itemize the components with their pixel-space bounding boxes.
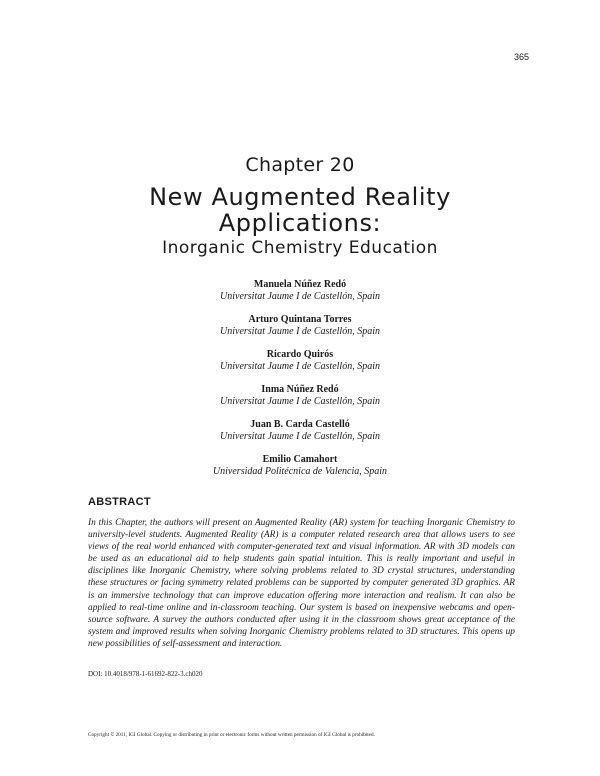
author-affiliation: Universitat Jaume I de Castellón, Spain <box>220 291 380 302</box>
author-affiliation: Universitat Jaume I de Castellón, Spain <box>220 326 380 337</box>
abstract-text: In this Chapter, the authors will present an Augmented Reality (AR) system for teaching Inorganic Chemistry to university-level students. Augmented Reality (AR) is a computer related research area that allows users to see views of the real world enhanced with computer-generated text and visual information. AR with 3D models can be used as an educational aid to help students gain spatial intuition. This is really important and useful in disciplines like Inorganic Chemistry, where solving problems related to 3D crystal structures, understanding these structures or facing symmetry related problems can be supported by computer generated 3D graphics. AR is an immersive technology that can improve education offering more interaction and realism. It can also be applied to real-time online and in-classroom teaching. Our system is based on inexpensive webcams and open-source software. A survey the authors conducted after using it in the classroom shows great acceptance of the system and improved results when solving Inorganic Chemistry problems related to 3D structures. This opens up new possibilities of self-assessment and interaction. <box>88 518 515 649</box>
author-name: Inma Núñez Redó <box>261 384 339 395</box>
author-entry <box>0 454 600 489</box>
author-entry <box>0 279 600 314</box>
author-affiliation: Universitat Jaume I de Castellón, Spain <box>220 396 380 407</box>
author-name: Emilio Camahort <box>262 454 338 465</box>
chapter-title <box>0 184 600 236</box>
author-list <box>0 279 600 489</box>
chapter-label: Chapter 20 <box>245 154 355 176</box>
doi: DOI: 10.4018/978-1-61692-822-3.ch020 <box>88 670 203 678</box>
abstract-heading: ABSTRACT <box>88 496 151 508</box>
author-entry <box>0 384 600 419</box>
chapter-title-line-2: Applications: <box>218 209 382 237</box>
author-affiliation: Universidad Politécnica de Valencia, Spain <box>212 466 388 477</box>
author-entry <box>0 419 600 454</box>
chapter-title-line-1: New Augmented Reality <box>149 183 451 211</box>
author-name: Arturo Quintana Torres <box>248 314 352 325</box>
author-entry <box>0 314 600 349</box>
author-name: Ricardo Quirós <box>266 349 334 360</box>
author-affiliation: Universitat Jaume I de Castellón, Spain <box>220 361 380 372</box>
chapter-subtitle: Inorganic Chemistry Education <box>162 238 438 258</box>
copyright-notice: Copyright © 2011, IGI Global. Copying or distributing in print or electronic forms without written permission of IGI Global is prohibited. <box>88 732 375 738</box>
author-affiliation: Universitat Jaume I de Castellón, Spain <box>220 431 380 442</box>
author-name: Manuela Núñez Redó <box>253 279 347 290</box>
page-number: 365 <box>513 52 529 62</box>
author-entry <box>0 349 600 384</box>
author-name: Juan B. Carda Castelló <box>250 419 350 430</box>
